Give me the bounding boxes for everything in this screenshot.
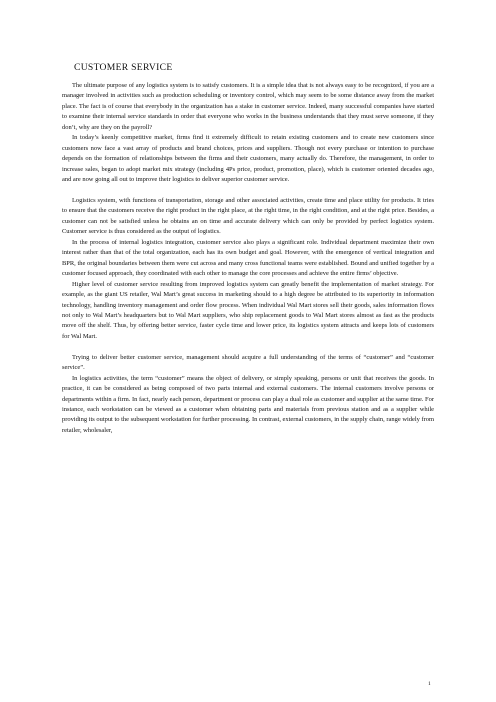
paragraph-3: Logistics system, with functions of transportation, storage and other associated activities, create time and place utility for products. It tries to ensure that the customers receive the right product in the right place, at the right time, in the right condition, and at the right price. Besides, a customer can not be satisfied unless he obtains an on time and accurate delivery which can only be provided by perfect logistics system. Customer service is thus considered as the output of logistics. [62,196,434,236]
paragraph-2: In today’s keenly competitive market, firms find it extremely difficult to retain existing customers and to create new customers since customers now face a vast array of products and brand choices, prices and suppliers. Though not every purchase or intention to purchase depends on the formation of relationships between the firms and their customers, many actually do. Therefore, the management, in order to increase sales, began to adopt market mix strategy (including 4Ps price, product, promotion, place), which is customer oriented decades ago, and are now going all out to improve their logistics to deliver superior customer service. [62,134,434,184]
paragraph-6: Trying to deliver better customer service, management should acquire a full understanding of the terms of “customer” and “customer service”. [62,353,434,372]
document-body [62,81,434,436]
page-title: CUSTOMER SERVICE [74,62,173,73]
paragraph-4: In the process of internal logistics integration, customer service also plays a significant role. Individual department maximize their own interest rather than that of the total organization, each has its own budget and goal. However, with the emergence of vertical integration and BPR, the original boundaries between them were cut across and many cross functional teams were established. Bound and unified together by a customer focused approach, they coordinated with each other to manage the core processes and achieve the entire firms’ objective. [62,238,434,278]
paragraph-5: Higher level of customer service resulting from improved logistics system can greatly benefit the implementation of market strategy. For example, as the giant US retailer, Wal Mart’s great success in marketing should to a high degree be attributed to its superiority in information technology, handling inventory management and order flow process. When individual Wal Mart stores sell their goods, sales information flows not only to Wal Mart’s headquarters but to Wal Mart suppliers, who ship replacement goods to Wal Mart stores almost as fast as the products move off the shelf. Thus, by offering better service, faster cycle time and lower price, its logistics system attracts and keeps lots of customers for Wal Mart. [62,280,434,340]
paragraph-1: The ultimate purpose of any logistics system is to satisfy customers. It is a simple idea that is not always easy to be recognized, if you are a manager involved in activities such as production scheduling or inventory control, which may seem to be some distance away from the market place. The fact is of course that everybody in the organization has a stake in customer service. Indeed, many successful companies have started to examine their internal service standards in order that everyone who works in the business understands that they must serve someone, if they don’t, why are they on the payroll? [62,82,434,131]
paragraph-7: In logistics activities, the term “customer” means the object of delivery, or simply speaking, persons or unit that receives the goods. In practice, it can be considered as being composed of two parts internal and external customers. The internal customers involve persons or departments within a firm. In fact, nearly each person, department or process can play a dual role as customer and supplier at the same time. For instance, each workstation can be viewed as a customer when obtaining parts and materials from previous station and as a supplier while providing its output to the subsequent workstation for further processing. In contrast, external customers, in the supply chain, range widely from retailer, wholesaler, [62,374,434,434]
page-number: 1 [428,681,431,687]
